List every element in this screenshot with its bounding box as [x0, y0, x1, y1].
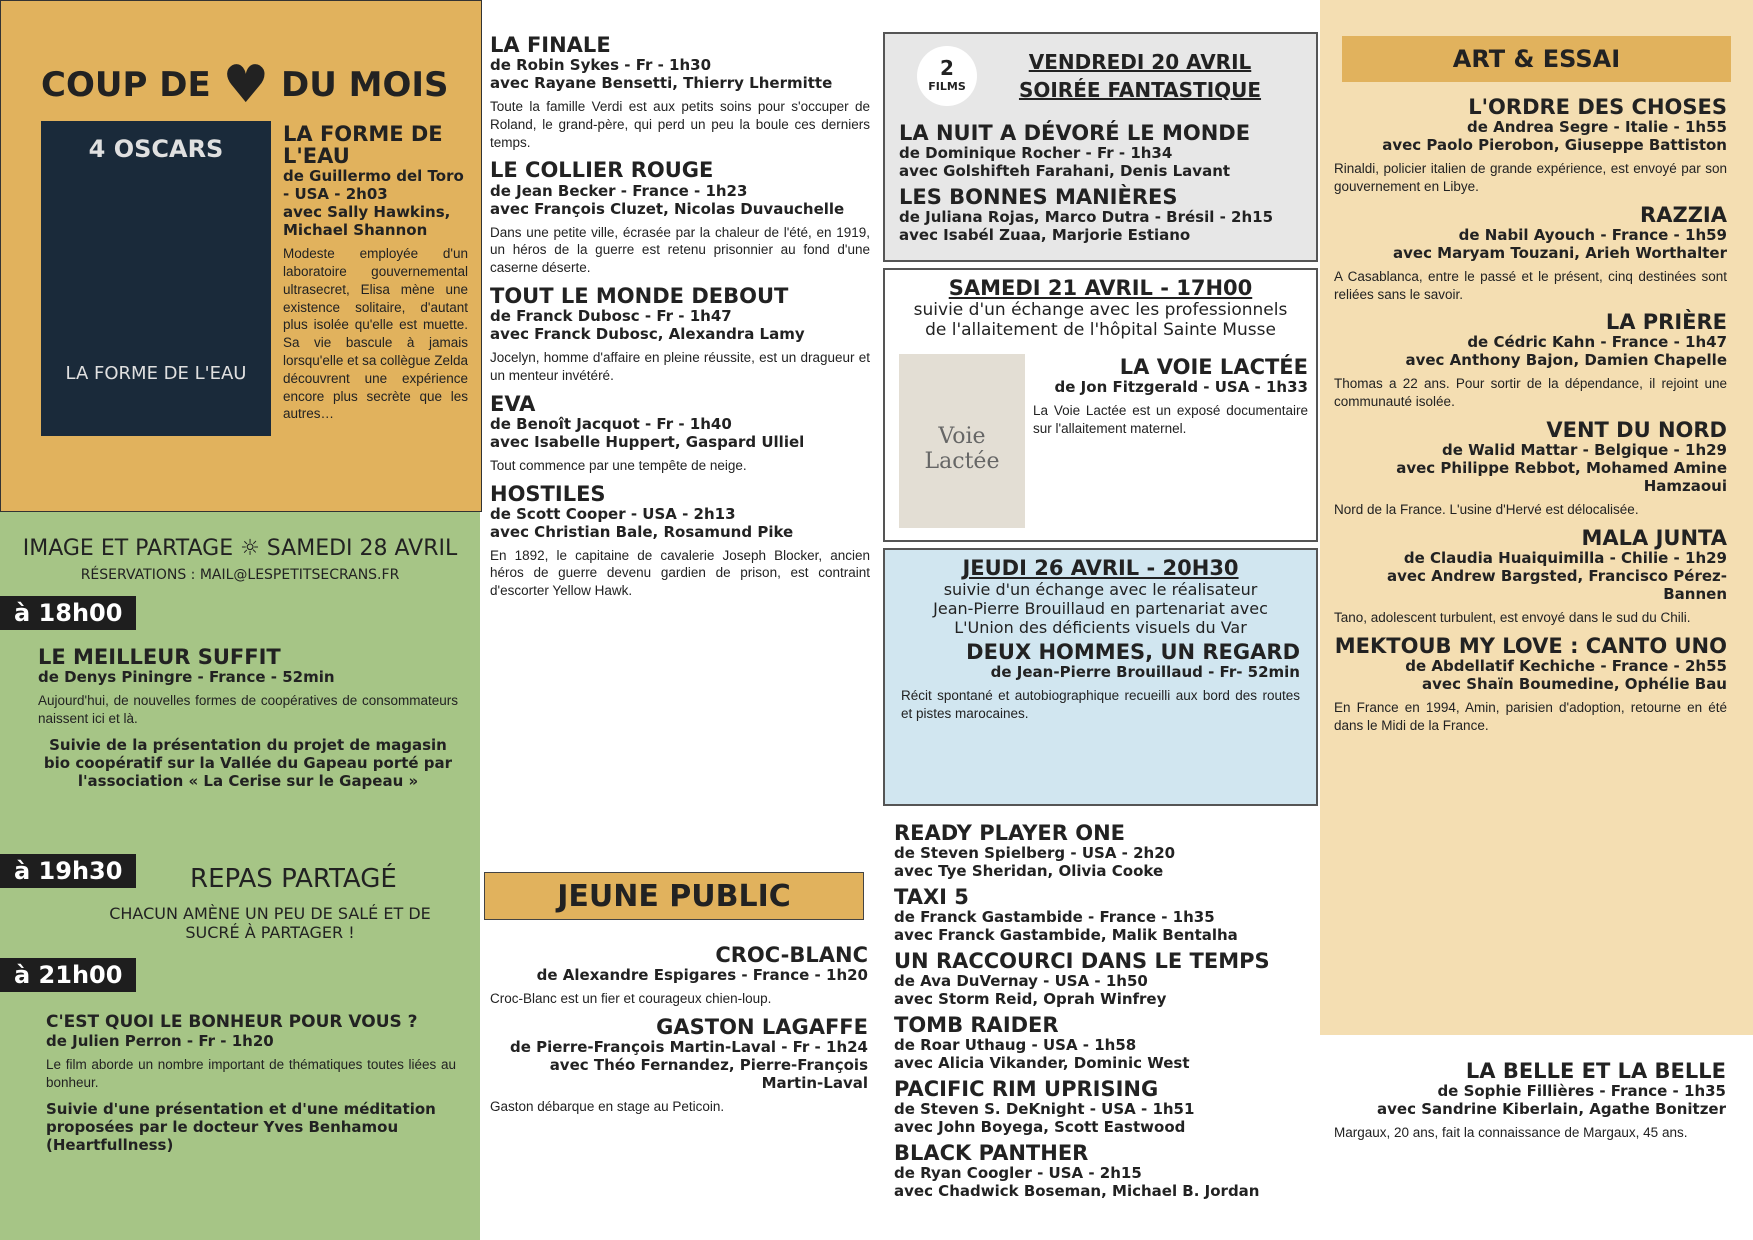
- jeudi-box: [883, 548, 1318, 806]
- film-meta: de Cédric Kahn - France - 1h47: [1467, 333, 1727, 352]
- voie-title: LA VOIE LACTÉE: [1119, 355, 1308, 379]
- film-title: GASTON LAGAFFE: [656, 1014, 868, 1039]
- film-entry: [490, 944, 868, 1008]
- film-synopsis: Toute la famille Verdi est aux petits soins pour s'occuper de Roland, le grand-père, qui perd un peu la boule ces derniers temps.: [490, 99, 870, 150]
- film-1-meta: de Denys Piningre - France - 52min: [38, 668, 335, 687]
- belle-text: Margaux, 20 ans, fait la connaissance de Margaux, 45 ans.: [1334, 1125, 1688, 1141]
- art-header: ART & ESSAI: [1342, 36, 1731, 82]
- film-title: MALA JUNTA: [1581, 525, 1727, 550]
- film-meta: de Alexandre Espigares - France - 1h20: [536, 966, 868, 985]
- fant-date: VENDREDI 20 AVRIL: [1028, 50, 1252, 74]
- film-title: TAXI 5: [894, 885, 969, 910]
- film-cast: avec Isabél Zuaa, Marjorie Estiano: [899, 226, 1191, 245]
- film-meta: de Franck Gastambide - France - 1h35: [894, 908, 1215, 927]
- film-cast: avec Franck Dubosc, Alexandra Lamy: [490, 325, 805, 344]
- film-1-suite: Suivie de la présentation du projet de magasin bio coopératif sur la Vallée du Gapeau porté par l'association « La Cerise sur le Gapeau »: [43, 735, 453, 790]
- film-entry: [490, 34, 870, 151]
- film-title: PACIFIC RIM UPRISING: [894, 1077, 1159, 1102]
- film-synopsis: Gaston débarque en stage au Peticoin.: [490, 1098, 725, 1114]
- film-meta: de Ava DuVernay - USA - 1h50: [894, 972, 1148, 991]
- film-entry: [894, 886, 1314, 944]
- film-meta: de Pierre-François Martin-Laval - Fr - 1h24: [509, 1037, 868, 1056]
- film-meta: de Scott Cooper - USA - 2h13: [490, 504, 736, 523]
- film-title: CROC-BLANC: [715, 943, 868, 967]
- film-meta: de Steven Spielberg - USA - 2h20: [894, 844, 1176, 863]
- film-title: READY PLAYER ONE: [894, 821, 1126, 845]
- film-synopsis: Tano, adolescent turbulent, est envoyé dans le sud du Chili.: [1334, 609, 1691, 625]
- jeune-public-list: [490, 944, 868, 1124]
- film-title: TOUT LE MONDE DEBOUT: [490, 283, 789, 308]
- film-cast: avec Isabelle Huppert, Gaspard Ulliel: [490, 432, 805, 451]
- samedi-box: [883, 268, 1318, 542]
- film-synopsis: Jocelyn, homme d'affaire en pleine réussite, est un dragueur et un menteur invétéré.: [490, 350, 870, 383]
- film-entry: [894, 822, 1314, 880]
- film-entry: [490, 285, 870, 385]
- film-title: UN RACCOURCI DANS LE TEMPS: [894, 949, 1270, 974]
- jeudi-heading: JEUDI 26 AVRIL - 20H30: [962, 556, 1239, 580]
- coup-title: LA FORME DE L'EAU: [283, 122, 443, 169]
- voie-info: [1033, 356, 1308, 446]
- repas-sub: CHACUN AMÈNE UN PEU DE SALÉ ET DE SUCRÉ À PARTAGER !: [109, 904, 431, 942]
- repas: REPAS PARTAGÉ: [190, 864, 397, 894]
- film-title: LA FINALE: [490, 33, 611, 57]
- film-synopsis: Thomas a 22 ans. Pour sortir de la dépendance, il rejoint une communauté isolée.: [1334, 376, 1727, 410]
- film-cast: avec François Cluzet, Nicolas Duvauchelle: [490, 199, 845, 218]
- film-cast: avec Théo Fernandez, Pierre-François Martin-Laval: [549, 1055, 868, 1092]
- belle-cast: avec Sandrine Kiberlain, Agathe Bonitzer: [1377, 1100, 1726, 1119]
- film-cast: avec Storm Reid, Oprah Winfrey: [894, 990, 1167, 1009]
- coup-de-coeur-panel: [0, 0, 482, 512]
- film-meta: de Ryan Coogler - USA - 2h15: [894, 1164, 1142, 1183]
- coup-info: [283, 123, 468, 431]
- film-cast: avec Maryam Touzani, Arieh Worthalter: [1393, 243, 1727, 262]
- film-list-3: [894, 822, 1314, 1206]
- film-title: MEKTOUB MY LOVE : CANTO UNO: [1334, 633, 1727, 658]
- voie-lactee-poster: [899, 354, 1025, 528]
- reservations: RÉSERVATIONS : MAIL@LESPETITSECRANS.FR: [80, 567, 400, 583]
- poster-title: LA FORME DE L'EAU: [65, 363, 247, 384]
- jeudi-text: Récit spontané et autobiographique recueilli aux bord des routes et pistes marocaines.: [901, 688, 1300, 721]
- film-meta: de Andrea Segre - Italie - 1h55: [1466, 118, 1727, 137]
- film-meta: de Robin Sykes - Fr - 1h30: [490, 56, 712, 75]
- left-column: [0, 0, 482, 1240]
- film-title: LE COLLIER ROUGE: [490, 158, 714, 183]
- film-entry: [490, 393, 870, 475]
- time-18h: à 18h00: [0, 596, 136, 630]
- film-entry: [490, 483, 870, 600]
- film-synopsis: Nord de la France. L'usine d'Hervé est délocalisée.: [1334, 502, 1639, 518]
- film-title: RAZZIA: [1640, 202, 1727, 227]
- film-title: LA NUIT A DÉVORÉ LE MONDE: [899, 121, 1251, 145]
- voie-meta: de Jon Fitzgerald - USA - 1h33: [1054, 378, 1308, 397]
- film-entry: [1334, 96, 1727, 196]
- samedi-heading: SAMEDI 21 AVRIL - 17H00: [948, 276, 1253, 300]
- film-poster: [41, 121, 271, 436]
- right-center-column: [880, 0, 1318, 1240]
- film-meta: de Benoît Jacquot - Fr - 1h40: [490, 414, 732, 433]
- film-entry: [899, 122, 1309, 180]
- film-synopsis: En 1892, le capitaine de cavalerie Joseph Blocker, ancien héros de guerre devenu gardien de prison, est contraint d'escorter Yellow Hawk.: [490, 547, 870, 599]
- image-title: IMAGE ET PARTAGE ☼ SAMEDI 28 AVRIL: [22, 536, 458, 561]
- heart-icon: ♥: [222, 55, 270, 115]
- film-cast: avec Franck Gastambide, Malik Bentalha: [894, 926, 1238, 945]
- film-title: L'ORDRE DES CHOSES: [1468, 95, 1727, 119]
- film-meta: de Walid Mattar - Belgique - 1h29: [1442, 441, 1727, 460]
- belle-et-belle: [1334, 1060, 1726, 1150]
- film-entry: [490, 1016, 868, 1116]
- film-synopsis: Dans une petite ville, écrasée par la chaleur de l'été, en 1919, un héros de la guerre est retenu prisonnier au fond d'une caserne déserte.: [490, 224, 870, 276]
- film-meta: de Roar Uthaug - USA - 1h58: [894, 1036, 1137, 1055]
- voie-text: La Voie Lactée est un exposé documentaire sur l'allaitement maternel.: [1033, 403, 1308, 436]
- samedi-sub: suivie d'un échange avec les professionnels de l'allaitement de l'hôpital Sainte Musse: [913, 300, 1288, 340]
- film-meta: de Juliana Rojas, Marco Dutra - Brésil - 2h15: [899, 208, 1274, 227]
- coup-text: Modeste employée d'un laboratoire gouvernemental ultrasecret, Elisa mène une existence solitaire, d'autant plus isolée qu'elle est muette. Sa vie bascule à jamais lorsqu'elle et sa collègue Zelda découvrent une expérience encore plus secrète que les autres…: [283, 246, 468, 422]
- film-title: HOSTILES: [490, 481, 606, 506]
- poster-voie: Voie Lactée: [924, 424, 1000, 474]
- film-title: EVA: [490, 391, 536, 416]
- logo-1: 2: [940, 56, 954, 80]
- film-1-text: Aujourd'hui, de nouvelles formes de coopératives de consommateurs naissent ici et là.: [38, 693, 458, 726]
- film-3-title: C'EST QUOI LE BONHEUR POUR VOUS ?: [46, 1012, 418, 1032]
- film-cast: avec Chadwick Boseman, Michael B. Jordan: [894, 1182, 1260, 1201]
- belle-title: LA BELLE ET LA BELLE: [1465, 1059, 1726, 1083]
- film-title: TOMB RAIDER: [894, 1013, 1059, 1038]
- logo-2: FILMS: [928, 80, 966, 93]
- fantastique-box: [883, 32, 1318, 262]
- image-partage-panel: [0, 512, 480, 1240]
- film-title: LA PRIÈRE: [1605, 310, 1727, 335]
- film-meta: de Nabil Ayouch - France - 1h59: [1458, 225, 1727, 244]
- film-synopsis: Tout commence par une tempête de neige.: [490, 457, 747, 473]
- film-entry: [899, 186, 1309, 244]
- film-synopsis: En France en 1994, Amin, parisien d'adoption, retourne en été dans le Midi de la France.: [1334, 699, 1727, 733]
- film-cast: avec Golshifteh Farahani, Denis Lavant: [899, 162, 1231, 181]
- film-synopsis: Rinaldi, policier italien de grande expérience, est envoyé par son gouvernement en Libye.: [1334, 161, 1727, 194]
- poster-top: 4 OSCARS: [88, 135, 224, 163]
- film-cast: avec Paolo Pierobon, Giuseppe Battiston: [1382, 136, 1727, 155]
- film-cast: avec Shaïn Boumedine, Ophélie Bau: [1422, 674, 1727, 693]
- jeudi-meta: de Jean-Pierre Brouillaud - Fr- 52min: [990, 663, 1300, 682]
- coup-heading: [41, 55, 449, 115]
- film-cast: avec Alicia Vikander, Dominic West: [894, 1054, 1190, 1073]
- film-entry: [894, 1078, 1314, 1136]
- middle-column: [490, 0, 870, 1240]
- film-entry: [894, 1142, 1314, 1200]
- film-entry: [1334, 527, 1727, 627]
- film-synopsis: A Casablanca, entre le passé et le présent, cinq destinées sont reliées sans le savoir.: [1334, 268, 1727, 302]
- coup-pre: COUP DE: [41, 65, 211, 105]
- film-meta: de Claudia Huaiquimilla - Chilie - 1h29: [1403, 548, 1727, 567]
- film-meta: de Dominique Rocher - Fr - 1h34: [899, 144, 1173, 163]
- film-cast: avec John Boyega, Scott Eastwood: [894, 1118, 1186, 1137]
- film-title: BLACK PANTHER: [894, 1141, 1089, 1166]
- film-cast: avec Andrew Bargsted, Francisco Pérez-Bannen: [1386, 566, 1727, 603]
- film-entry: [1334, 635, 1727, 735]
- art-essai-column: [1320, 0, 1753, 1240]
- film-list-2: [490, 0, 870, 600]
- film-1: [38, 646, 458, 790]
- film-cast: avec Philippe Rebbot, Mohamed Amine Hamzaoui: [1396, 459, 1727, 496]
- art-essai-list: [1320, 82, 1753, 734]
- film-3-text: Le film aborde un nombre important de thématiques toutes liées au bonheur.: [46, 1057, 456, 1091]
- art-essai-panel: [1320, 0, 1753, 1035]
- film-3-suite: Suivie d'une présentation et d'une méditation proposées par le docteur Yves Benhamou (Heartfullness): [46, 1100, 436, 1155]
- film-title: VENT DU NORD: [1546, 418, 1727, 443]
- film-entry: [1334, 311, 1727, 411]
- film-synopsis: Croc-Blanc est un fier et courageux chien-loup.: [490, 991, 772, 1007]
- coup-cast: avec Sally Hawkins, Michael Shannon: [283, 203, 451, 240]
- film-meta: de Franck Dubosc - Fr - 1h47: [490, 307, 732, 326]
- film-meta: de Jean Becker - France - 1h23: [490, 181, 748, 200]
- film-entry: [490, 159, 870, 276]
- time-19h30: à 19h30: [0, 854, 136, 888]
- jeudi-sub: suivie d'un échange avec le réalisateur Jean-Pierre Brouillaud en partenariat avec L'Union des déficients visuels du Var: [933, 580, 1268, 637]
- coup-meta: de Guillermo del Toro - USA - 2h03: [283, 167, 464, 204]
- film-entry: [894, 1014, 1314, 1072]
- time-21h: à 21h00: [0, 958, 136, 992]
- films-genre-logo: [917, 46, 977, 106]
- film-cast: avec Rayane Bensetti, Thierry Lhermitte: [490, 74, 833, 93]
- jeudi-title: DEUX HOMMES, UN REGARD: [966, 640, 1300, 664]
- film-cast: avec Anthony Bajon, Damien Chapelle: [1405, 351, 1727, 370]
- film-entry: [1334, 204, 1727, 304]
- film-3: [46, 1012, 456, 1154]
- film-cast: avec Christian Bale, Rosamund Pike: [490, 522, 794, 541]
- film-meta: de Steven S. DeKnight - USA - 1h51: [894, 1100, 1195, 1119]
- film-meta: de Abdellatif Kechiche - France - 2h55: [1405, 656, 1727, 675]
- fant-soiree: SOIRÉE FANTASTIQUE: [1018, 78, 1262, 102]
- film-title: LES BONNES MANIÈRES: [899, 185, 1178, 210]
- film-1-title: LE MEILLEUR SUFFIT: [38, 645, 281, 669]
- jeune-public-header: JEUNE PUBLIC: [484, 872, 864, 920]
- belle-meta: de Sophie Fillières - France - 1h35: [1437, 1082, 1726, 1101]
- film-3-meta: de Julien Perron - Fr - 1h20: [46, 1032, 274, 1051]
- coup-post: DU MOIS: [280, 65, 449, 105]
- film-entry: [1334, 419, 1727, 519]
- fantastique-list: [899, 122, 1309, 250]
- film-entry: [894, 950, 1314, 1008]
- film-cast: avec Tye Sheridan, Olivia Cooke: [894, 862, 1164, 881]
